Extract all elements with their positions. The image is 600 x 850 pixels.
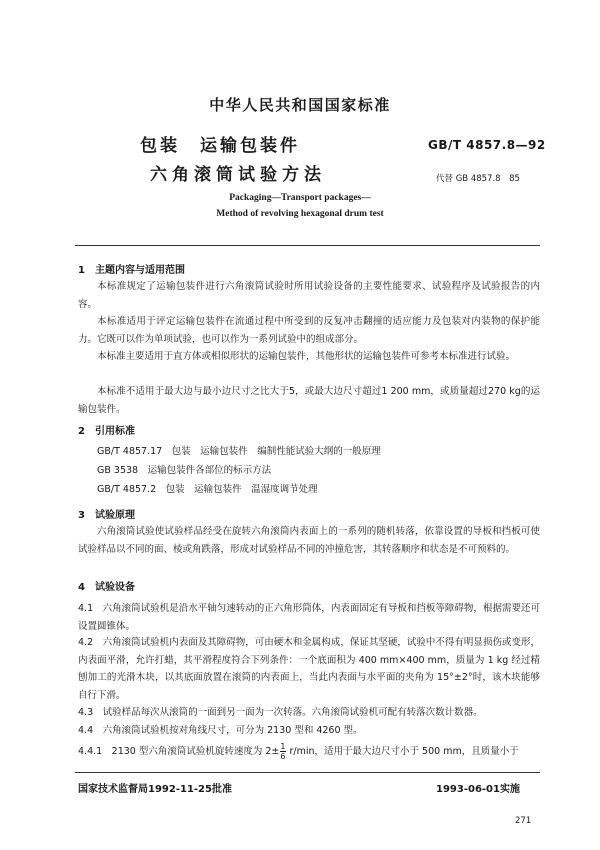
section-1-paragraph-2: 本标准适用于评定运输包装件在流通过程中所受到的反复冲击翻撞的适应能力及包装对内装物的保护能力。它既可以作为单项试验，也可以作为一系列试验中的组成部分。 bbox=[78, 316, 540, 345]
section-4-heading: 4 试验设备 bbox=[78, 582, 135, 593]
rotation-speed-fraction bbox=[280, 742, 285, 761]
page-number: 271 bbox=[515, 816, 532, 826]
fraction-numerator: 1 bbox=[280, 742, 286, 751]
standard-number: GB/T 4857.8—92 bbox=[428, 138, 546, 152]
document-title-line1: 包装 运输包装件 bbox=[140, 136, 300, 156]
document-title-line2: 六角滚筒试验方法 bbox=[150, 165, 326, 185]
reference-item: GB/T 4857.17 包装 运输包装件 编制性能试验大纲的一般原理 bbox=[97, 446, 381, 457]
section-1-paragraph-3: 本标准主要适用于直方体或相似形状的运输包装件，其他形状的运输包装件可参考本标准进行试验。 bbox=[97, 351, 516, 362]
approval-date: 国家技术监督局1992-11-25批准 bbox=[78, 784, 232, 795]
reference-item: GB 3538 运输包装件各部位的标示方法 bbox=[97, 465, 272, 476]
clause-4-4-1-text-start: 4.4.1 2130 型六角滚筒试验机旋转速度为 2± bbox=[78, 746, 280, 757]
clause-4-3: 4.3 试验样品每次从滚筒的一面到另一面为一次转落。六角滚筒试验机可配有转落次数计数器。 bbox=[78, 707, 483, 718]
section-3-heading: 3 试验原理 bbox=[78, 510, 135, 521]
clause-4-2: 4.2 六角滚筒试验机内表面及其障碍物，可由硬木和金属构成，保证其坚硬，试验中不得有明显损伤或变形，内表面平滑，允许打蜡，其平滑程度符合下列条件：一个底面积为 400 mm×400 mm，质量为 1 kg 经过精刨加工的光滑木块，以其底面放置在滚筒的内表面上，当此内表面与水平面的夹角为 15°±2°时，该木块能够自行下滑。 bbox=[78, 637, 540, 701]
footer-divider bbox=[75, 772, 540, 773]
english-title-line2: Method of revolving hexagonal drum test bbox=[216, 209, 384, 219]
section-1-paragraph-4: 本标准不适用于最大边与最小边尺寸之比大于5，或最大边尺寸超过1 200 mm，或质量超过270 kg的运输包装件。 bbox=[78, 386, 540, 415]
implementation-date: 1993-06-01实施 bbox=[436, 784, 520, 795]
english-title-line1: Packaging—Transport packages— bbox=[229, 193, 371, 203]
section-1-heading: 1 主题内容与适用范围 bbox=[78, 265, 185, 276]
clause-4-4-1 bbox=[78, 742, 540, 761]
fraction-denominator: 6 bbox=[280, 752, 286, 761]
section-2-heading: 2 引用标准 bbox=[78, 426, 135, 437]
national-standard-title: 中华人民共和国国家标准 bbox=[209, 96, 391, 114]
header-divider bbox=[75, 245, 540, 246]
clause-4-4: 4.4 六角滚筒试验机按对角线尺寸，可分为 2130 型和 4260 型。 bbox=[78, 725, 363, 736]
section-3-paragraph: 六角滚筒试验使试验样品经受在旋转六角滚筒内表面上的一系列的随机转落，依靠设置的导板和挡板可使试验样品以不同的面、棱或角跌落，形成对试验样品不同的冲撞危害，其转落顺序和状态是不可预料的。 bbox=[78, 526, 540, 555]
section-1-paragraph-1: 本标准规定了运输包装件进行六角滚筒试验时所用试验设备的主要性能要求、试验程序及试验报告的内容。 bbox=[78, 281, 540, 310]
replaces-note: 代替 GB 4857.8 85 bbox=[436, 174, 520, 184]
clause-4-4-1-text-end: r/min，适用于最大边尺寸小于 500 mm，且质量小于 bbox=[286, 746, 519, 757]
reference-item: GB/T 4857.2 包装 运输包装件 温湿度调节处理 bbox=[97, 484, 318, 495]
clause-4-1: 4.1 六角滚筒试验机是沿水平轴匀速转动的正六角形筒体，内表面固定有导板和挡板等障碍物，根据需要还可设置圆锥体。 bbox=[78, 603, 540, 632]
